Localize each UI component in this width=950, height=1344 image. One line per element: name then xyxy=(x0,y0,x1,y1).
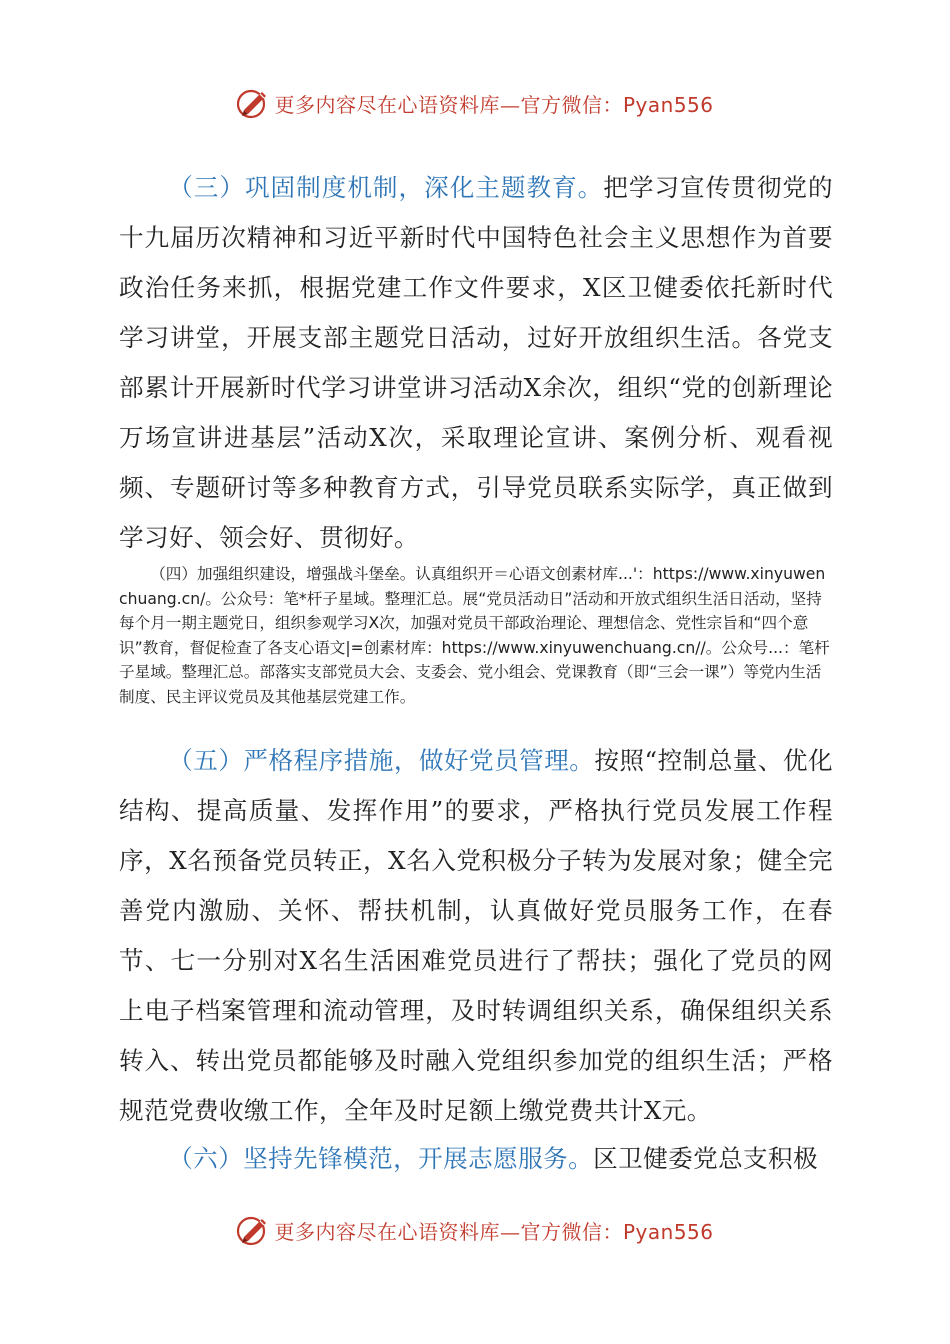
paragraph-6 xyxy=(119,1134,833,1184)
banner-wechat-id: Pyan556 xyxy=(622,92,714,117)
footer-banner xyxy=(0,1210,950,1250)
banner-wechat-id: Pyan556 xyxy=(622,1219,714,1244)
paragraph-6-heading: （六）坚持先锋模范，开展志愿服务。 xyxy=(168,1144,594,1173)
paragraph-6-body: 区卫健委党总支积极 xyxy=(593,1144,819,1173)
paragraph-3-heading: （三）巩固制度机制，深化主题教育。 xyxy=(168,173,604,202)
paragraph-5 xyxy=(119,736,833,1136)
banner-text: 更多内容尽在心语资料库—官方微信： xyxy=(274,92,623,117)
paragraph-3-body: 把学习宣传贯彻党的十九届历次精神和习近平新时代中国特色社会主义思想作为首要政治任务来抓，根据党建工作文件要求，X区卫健委依托新时代学习讲堂，开展支部主题党日活动，过好开放组织生活。各党支部累计开展新时代学习讲堂讲习活动X余次，组织“党的创新理论万场宣讲进基层”活动X次，采取理论宣讲、案例分析、观看视频、专题研讨等多种教育方式，引导党员联系实际学，真正做到学习好、领会好、贯彻好。 xyxy=(119,173,833,552)
paragraph-5-body: 按照“控制总量、优化结构、提高质量、发挥作用”的要求，严格执行党员发展工作程序，X名预备党员转正，X名入党积极分子转为发展对象；健全完善党内激励、关怀、帮扶机制，认真做好党员服务工作，在春节、七一分别对X名生活困难党员进行了帮扶；强化了党员的网上电子档案管理和流动管理，及时转调组织关系，确保组织关系转入、转出党员都能够及时融入党组织参加党的组织生活；严格规范党费收缴工作，全年及时足额上缴党费共计X元。 xyxy=(119,746,833,1125)
paragraph-4: （四）加强组织建设，增强战斗堡垒。认真组织开＝心语文创素材库...'：https://www.xinyuwenchuang.cn/。公众号：笔*杆子星域。整理汇总。展“党员活动日”活动和开放式组织生活日活动，坚持每个月一期主题党日，组织参观学习X次，加强对党员干部政治理论、理想信念、党性宗旨和“四个意识”教育，督促检查了各支心语文|=创素材库：https://www.xinyuwenchuang.cn//。公众号...：笔杆子星域。整理汇总。部落实支部党员大会、支委会、党小组会、党课教育（即“三会一课”）等党内生活制度、民主评议党员及其他基层党建工作。 xyxy=(119,565,830,706)
paragraph-3 xyxy=(119,163,833,563)
banner-text: 更多内容尽在心语资料库—官方微信： xyxy=(274,1219,623,1244)
pen-logo-icon xyxy=(236,86,270,120)
header-banner xyxy=(0,83,950,123)
pen-logo-icon xyxy=(236,1213,270,1247)
paragraph-5-heading: （五）严格程序措施，做好党员管理。 xyxy=(168,746,595,775)
